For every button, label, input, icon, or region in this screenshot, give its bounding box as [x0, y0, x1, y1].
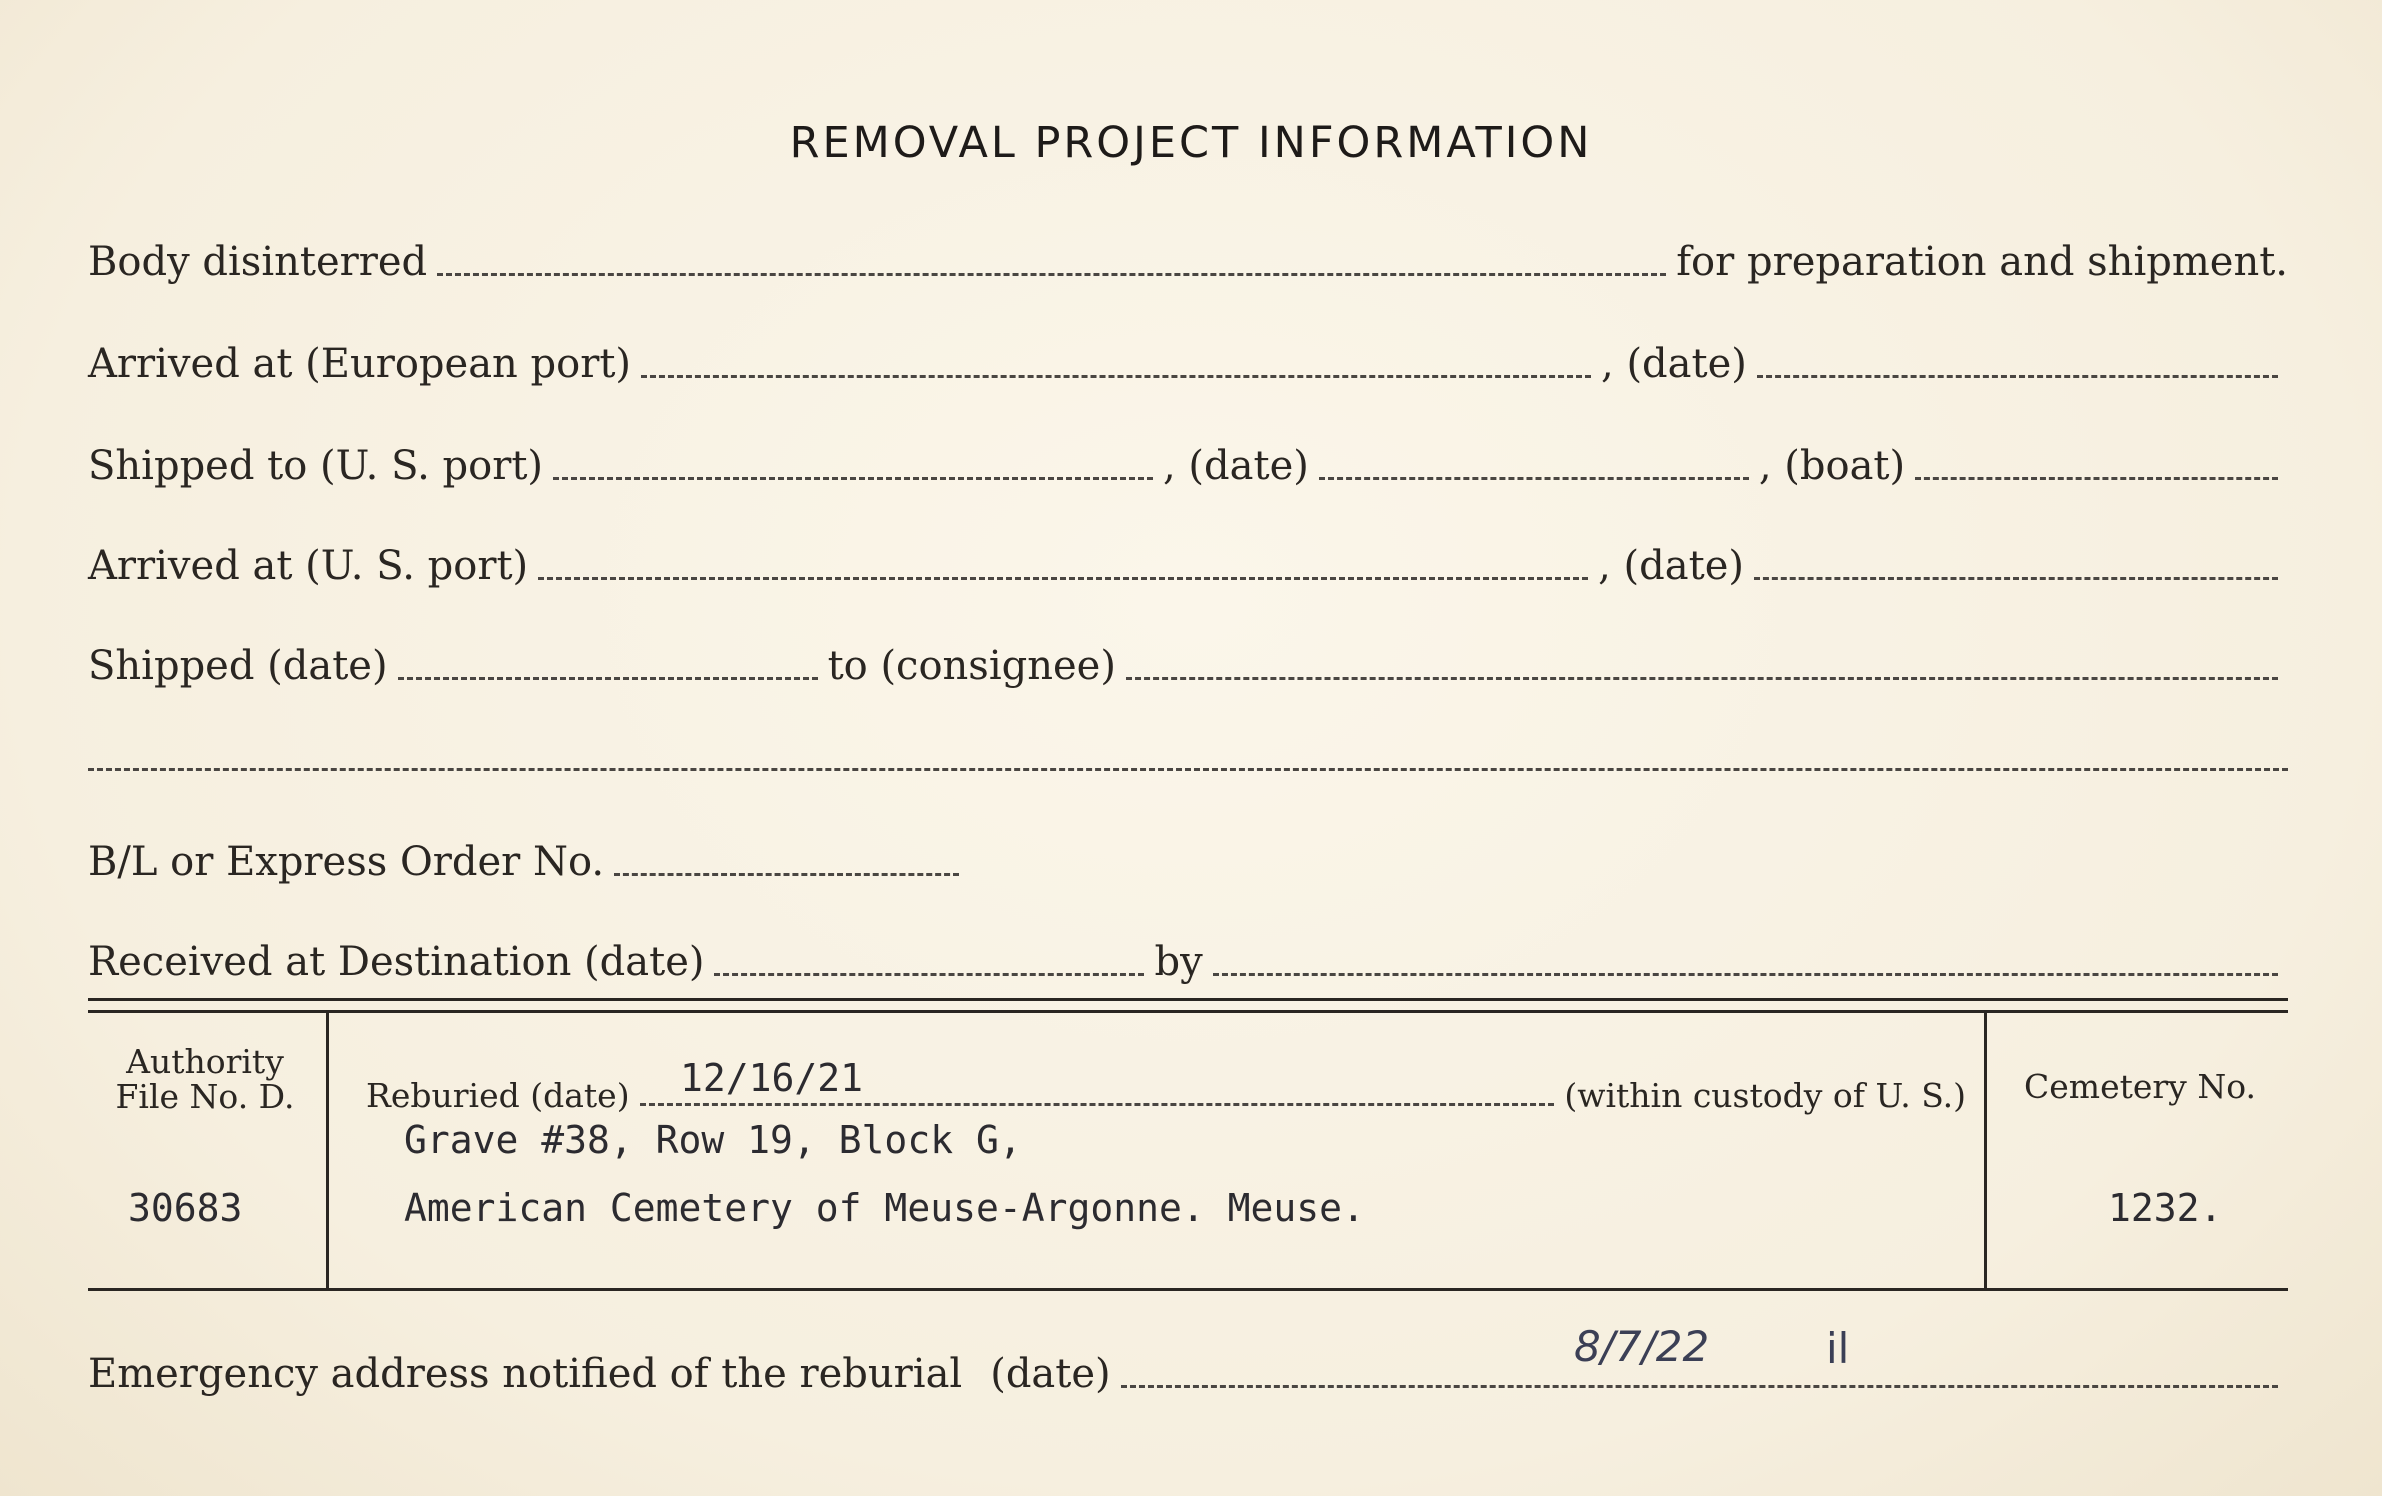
reburied-line[interactable]: [640, 1103, 1555, 1106]
row-arrived-european: [88, 330, 2288, 390]
double-rule: [88, 998, 2288, 1013]
date-label-2: , (date): [1163, 443, 1309, 489]
body-disinterred-label: Body disinterred: [88, 239, 428, 285]
emergency-date-line[interactable]: [1121, 1385, 2278, 1388]
row-body-disinterred: [88, 228, 2288, 288]
consignee-line[interactable]: [1126, 677, 2278, 680]
authority-label-line-2: File No. D.: [115, 1076, 295, 1116]
row-received-destination: [88, 928, 2288, 988]
shipped-date-line[interactable]: [398, 677, 818, 680]
authority-label-line-1: Authority: [126, 1042, 284, 1081]
cemetery-no-label: Cemetery No.: [2024, 1067, 2256, 1106]
row-arrived-us-port: [88, 532, 2288, 592]
authority-label: [90, 1042, 320, 1116]
row-shipped-us-port: [88, 432, 2288, 492]
date-label-1: , (date): [1601, 341, 1747, 387]
grave-location: Grave #38, Row 19, Block G,: [404, 1118, 1022, 1162]
body-disinterred-line[interactable]: [437, 273, 1666, 276]
shipped-date-label: Shipped (date): [88, 643, 388, 689]
custody-label: (within custody of U. S.): [1564, 1076, 1966, 1115]
emergency-initials: il: [1826, 1324, 1850, 1373]
cemetery-no-value: 1232.: [2108, 1186, 2223, 1230]
card-title: REMOVAL PROJECT INFORMATION: [789, 118, 1593, 168]
row-emergency: [88, 1340, 2288, 1400]
arrived-us-port-line[interactable]: [538, 577, 1588, 580]
date-line-2[interactable]: [1319, 477, 1749, 480]
arrived-european-line[interactable]: [641, 375, 1591, 378]
row-shipped-date: [88, 632, 2288, 692]
received-destination-label: Received at Destination (date): [88, 939, 705, 985]
shipped-us-port-line[interactable]: [553, 477, 1153, 480]
bl-order-label: B/L or Express Order No.: [88, 839, 605, 885]
arrived-us-port-label: Arrived at (U. S. port): [88, 543, 529, 589]
emergency-date-value: 8/7/22: [1574, 1322, 1710, 1371]
reburied-label: Reburied (date): [366, 1076, 630, 1115]
box-divider-right: [1984, 1010, 1987, 1288]
preparation-label: for preparation and shipment.: [1676, 239, 2288, 285]
row-bl-order: [88, 828, 2288, 888]
shipped-us-port-label: Shipped to (U. S. port): [88, 443, 543, 489]
reburied-date-value: 12/16/21: [680, 1056, 864, 1100]
date-line-3[interactable]: [1754, 577, 2278, 580]
boat-line[interactable]: [1915, 477, 2278, 480]
box-bottom-rule: [88, 1288, 2288, 1291]
cemetery-name: American Cemetery of Meuse-Argonne. Meuse.: [404, 1186, 1365, 1230]
received-destination-line[interactable]: [714, 973, 1144, 976]
boat-label: , (boat): [1758, 443, 1906, 489]
row-reburied: [366, 1058, 1966, 1118]
by-line[interactable]: [1213, 973, 2278, 976]
emergency-date-label: (date): [990, 1351, 1111, 1397]
arrived-european-label: Arrived at (European port): [88, 341, 632, 387]
emergency-label: Emergency address notified of the reburial: [88, 1351, 963, 1397]
box-divider-left: [326, 1010, 329, 1288]
consignee-continuation-line[interactable]: [88, 768, 2288, 771]
by-label: by: [1154, 939, 1203, 985]
bl-order-line[interactable]: [614, 873, 959, 876]
date-label-3: , (date): [1598, 543, 1744, 589]
date-line-1[interactable]: [1757, 375, 2278, 378]
authority-file-value: 30683: [128, 1186, 243, 1230]
consignee-label: to (consignee): [827, 643, 1116, 689]
